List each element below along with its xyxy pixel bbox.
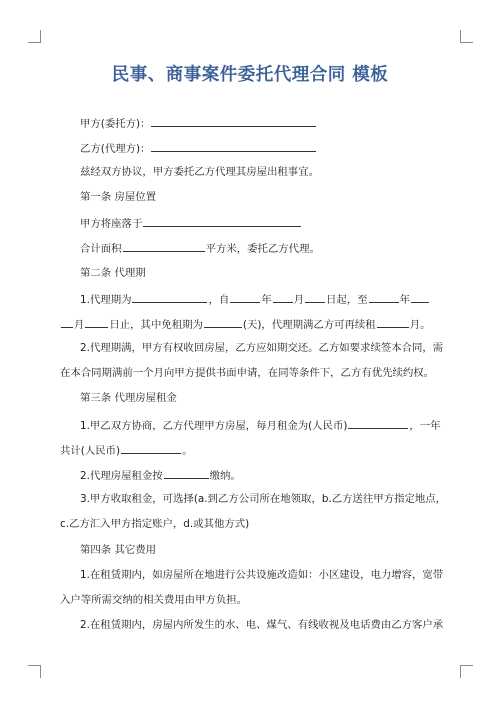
yearly-total-label: 共计(人民币) [60,445,121,457]
start-month-text: 月 [293,294,305,306]
end-day-text: 日止，其中免租期为 [109,319,203,331]
area-line [80,240,320,256]
article-2-heading: 第二条 代理期 [80,267,146,279]
party-a-label: 甲方(委托方)： [80,118,151,130]
period-clause-2-line-2: 在本合同期满前一个月向甲方提供书面申请，在同等条件下，乙方有优先续约权。 [60,367,435,379]
period-line-2 [60,316,430,332]
payment-term-blank[interactable] [164,467,209,479]
crop-mark-bottom-left [28,665,41,678]
end-month-text: 月 [74,319,85,331]
start-day-text: 日起，至 [326,294,368,306]
rent-line-1 [80,417,441,433]
start-day-blank[interactable] [305,291,325,303]
renewal-text: (天)，代理期满乙方可再续租 [242,319,376,331]
crop-mark-bottom-right [460,665,473,678]
end-day-blank[interactable] [85,316,108,328]
article-1-heading: 第一条 房屋位置 [80,191,157,203]
document-title: 民事、商事案件委托代理合同 模板 [111,65,389,85]
rent-payment-line [80,467,241,483]
start-year-text: 年 [261,294,272,306]
monthly-rent-label: 1.甲乙双方协商，乙方代理甲方房屋，每月租金为(人民币) [80,420,348,432]
free-days-blank[interactable] [204,316,242,328]
other-fees-line-3: 2.在租赁期内，房屋内所发生的水、电、煤气、有线收视及电话费由乙方客户承 [80,619,444,631]
period-label: 1.代理期为 [80,294,132,306]
crop-mark-top-right [460,30,473,43]
monthly-rent-blank[interactable] [348,417,408,429]
article-3-heading: 第三条 代理房屋租金 [80,392,177,404]
payment-term-label: 2.代理房屋租金按 [80,470,163,482]
start-year-blank[interactable] [230,291,260,303]
party-a-blank[interactable] [151,115,316,127]
end-year-trailing-blank[interactable] [411,291,429,303]
party-b-label: 乙方(代理方)： [80,143,151,155]
intro-paragraph: 兹经双方协议，甲方委托乙方代理其房屋出租事宜。 [80,166,319,178]
party-b-line [80,140,317,156]
period-line-1 [80,291,430,307]
period-duration-blank[interactable] [132,291,207,303]
yearly-text: ，一年 [409,420,441,432]
period-from-text: ，自 [208,294,230,306]
crop-mark-top-left [28,30,41,43]
period-clause-2-line-1: 2.代理期满，甲方有权收回房屋，乙方应如期交还。乙方如要求续签本合同，需 [80,342,444,354]
location-label: 甲方将座落于 [80,218,143,230]
yearly-total-end: 。 [182,445,193,457]
renewal-month-text: 月。 [409,319,431,331]
other-fees-line-1: 1.在租赁期内，如房屋所在地进行公共设施改造如：小区建设，电力增容，宽带 [80,569,444,581]
end-year-blank[interactable] [369,291,399,303]
area-blank[interactable] [123,240,205,252]
start-month-blank[interactable] [273,291,293,303]
rent-collection-line-2: c.乙方汇入甲方指定账户，d.或其他方式) [60,518,250,530]
rent-collection-line-1: 3.甲方收取租金，可选择(a.到乙方公司所在地领取，b.乙方送往甲方指定地点， [80,493,447,505]
area-suffix: 平方米，委托乙方代理。 [205,243,320,255]
location-blank[interactable] [143,215,301,227]
end-year-text: 年 [399,294,410,306]
rent-line-2 [60,442,192,458]
article-4-heading: 第四条 其它费用 [80,544,157,556]
area-label: 合计面积 [80,243,122,255]
renewal-months-blank[interactable] [377,316,409,328]
other-fees-line-2: 入户等所需交纳的相关费用由甲方负担。 [60,594,248,606]
party-b-blank[interactable] [151,140,316,152]
location-line [80,215,302,231]
party-a-line [80,115,317,131]
end-month-blank[interactable] [61,316,73,328]
yearly-total-blank[interactable] [121,442,181,454]
payment-term-suffix: 缴纳。 [209,470,241,482]
